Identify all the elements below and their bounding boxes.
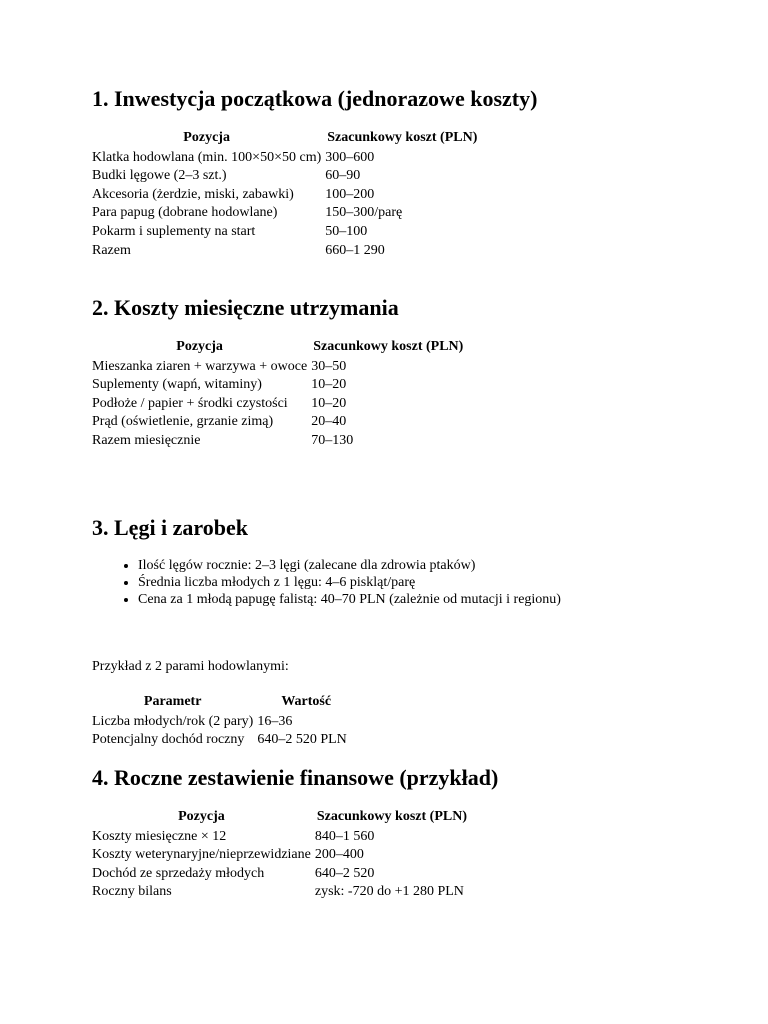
row-item: Koszty weterynaryjne/nieprzewidziane bbox=[92, 847, 311, 863]
table-row bbox=[92, 883, 467, 902]
table-row bbox=[92, 413, 463, 432]
column-header-value: Wartość bbox=[281, 694, 332, 709]
column-header-parameter: Parametr bbox=[143, 694, 202, 709]
table-header-row bbox=[92, 808, 467, 828]
table-row bbox=[92, 204, 477, 223]
breeding-facts-list bbox=[92, 557, 561, 608]
row-value: 16–36 bbox=[257, 713, 293, 729]
row-item: Akcesoria (żerdzie, miski, zabawki) bbox=[92, 186, 294, 202]
table-row bbox=[92, 432, 463, 451]
row-item: Koszty miesięczne × 12 bbox=[92, 828, 227, 844]
table-row bbox=[92, 223, 477, 242]
row-item: Para papug (dobrane hodowlane) bbox=[92, 205, 278, 221]
row-value: 640–2 520 PLN bbox=[257, 732, 347, 748]
row-item: Podłoże / papier + środki czystości bbox=[92, 395, 288, 411]
table-row bbox=[92, 242, 477, 261]
monthly-costs-table bbox=[92, 338, 463, 451]
row-item: Pokarm i suplementy na start bbox=[92, 223, 256, 239]
row-cost: 840–1 560 bbox=[314, 828, 375, 844]
row-cost: 50–100 bbox=[325, 223, 368, 239]
annual-summary-table bbox=[92, 808, 467, 902]
column-header-item: Pozycja bbox=[178, 809, 225, 824]
section3-heading: 3. Lęgi i zarobek bbox=[92, 515, 249, 540]
table-row bbox=[92, 376, 463, 395]
row-item: Roczny bilans bbox=[92, 884, 172, 900]
row-item: Dochód ze sprzedaży młodych bbox=[92, 865, 265, 881]
breeding-example-table bbox=[92, 693, 347, 750]
table-row bbox=[92, 167, 477, 186]
table-header-row bbox=[92, 129, 477, 149]
row-item: Prąd (oświetlenie, grzanie zimą) bbox=[92, 414, 274, 430]
table-row bbox=[92, 731, 347, 750]
row-cost: 200–400 bbox=[314, 847, 364, 863]
row-cost: zysk: -720 do +1 280 PLN bbox=[314, 884, 464, 900]
row-parameter: Liczba młodych/rok (2 pary) bbox=[92, 713, 254, 729]
list-item: • Cena za 1 młodą papugę falistą: 40–70 PLN (zależnie od mutacji i regionu) bbox=[138, 591, 561, 608]
row-cost: 10–20 bbox=[311, 395, 347, 411]
row-cost: 660–1 290 bbox=[325, 242, 385, 258]
table-row bbox=[92, 358, 463, 377]
table-row bbox=[92, 828, 467, 847]
table-row bbox=[92, 846, 467, 865]
row-cost: 640–2 520 bbox=[314, 865, 375, 881]
row-cost: 150–300/parę bbox=[325, 205, 403, 221]
column-header-item: Pozycja bbox=[176, 339, 223, 354]
row-cost: 20–40 bbox=[311, 414, 347, 430]
row-cost: 300–600 bbox=[325, 149, 375, 165]
table-row bbox=[92, 149, 477, 168]
row-item: Razem bbox=[92, 242, 131, 258]
row-cost: 70–130 bbox=[311, 432, 354, 448]
table-row bbox=[92, 186, 477, 205]
row-item: Razem miesięcznie bbox=[92, 432, 201, 448]
section1-heading: 1. Inwestycja początkowa (jednorazowe koszty) bbox=[92, 86, 538, 111]
row-parameter: Potencjalny dochód roczny bbox=[92, 732, 245, 748]
table-row bbox=[92, 713, 347, 732]
column-header-cost: Szacunkowy koszt (PLN) bbox=[327, 130, 478, 145]
row-item: Klatka hodowlana (min. 100×50×50 cm) bbox=[92, 149, 322, 165]
table-header-row bbox=[92, 693, 347, 713]
table-header-row bbox=[92, 338, 463, 358]
row-item: Mieszanka ziaren + warzywa + owoce bbox=[92, 358, 308, 374]
column-header-item: Pozycja bbox=[183, 130, 230, 145]
row-cost: 30–50 bbox=[311, 358, 347, 374]
row-cost: 60–90 bbox=[325, 168, 361, 184]
list-item: • Ilość lęgów rocznie: 2–3 lęgi (zalecane dla zdrowia ptaków) bbox=[138, 557, 561, 574]
section4-heading: 4. Roczne zestawienie finansowe (przykład) bbox=[92, 765, 499, 790]
section2-heading: 2. Koszty miesięczne utrzymania bbox=[92, 295, 399, 320]
row-cost: 10–20 bbox=[311, 377, 347, 393]
table-row bbox=[92, 865, 467, 884]
row-item: Budki lęgowe (2–3 szt.) bbox=[92, 168, 227, 184]
row-item: Suplementy (wapń, witaminy) bbox=[92, 377, 262, 393]
table-row bbox=[92, 395, 463, 414]
column-header-cost: Szacunkowy koszt (PLN) bbox=[316, 809, 467, 824]
example-intro-text: Przykład z 2 parami hodowlanymi: bbox=[92, 659, 289, 674]
initial-investment-table bbox=[92, 129, 477, 260]
column-header-cost: Szacunkowy koszt (PLN) bbox=[313, 339, 464, 354]
list-item: • Średnia liczba młodych z 1 lęgu: 4–6 piskląt/parę bbox=[138, 574, 561, 591]
row-cost: 100–200 bbox=[325, 186, 375, 202]
